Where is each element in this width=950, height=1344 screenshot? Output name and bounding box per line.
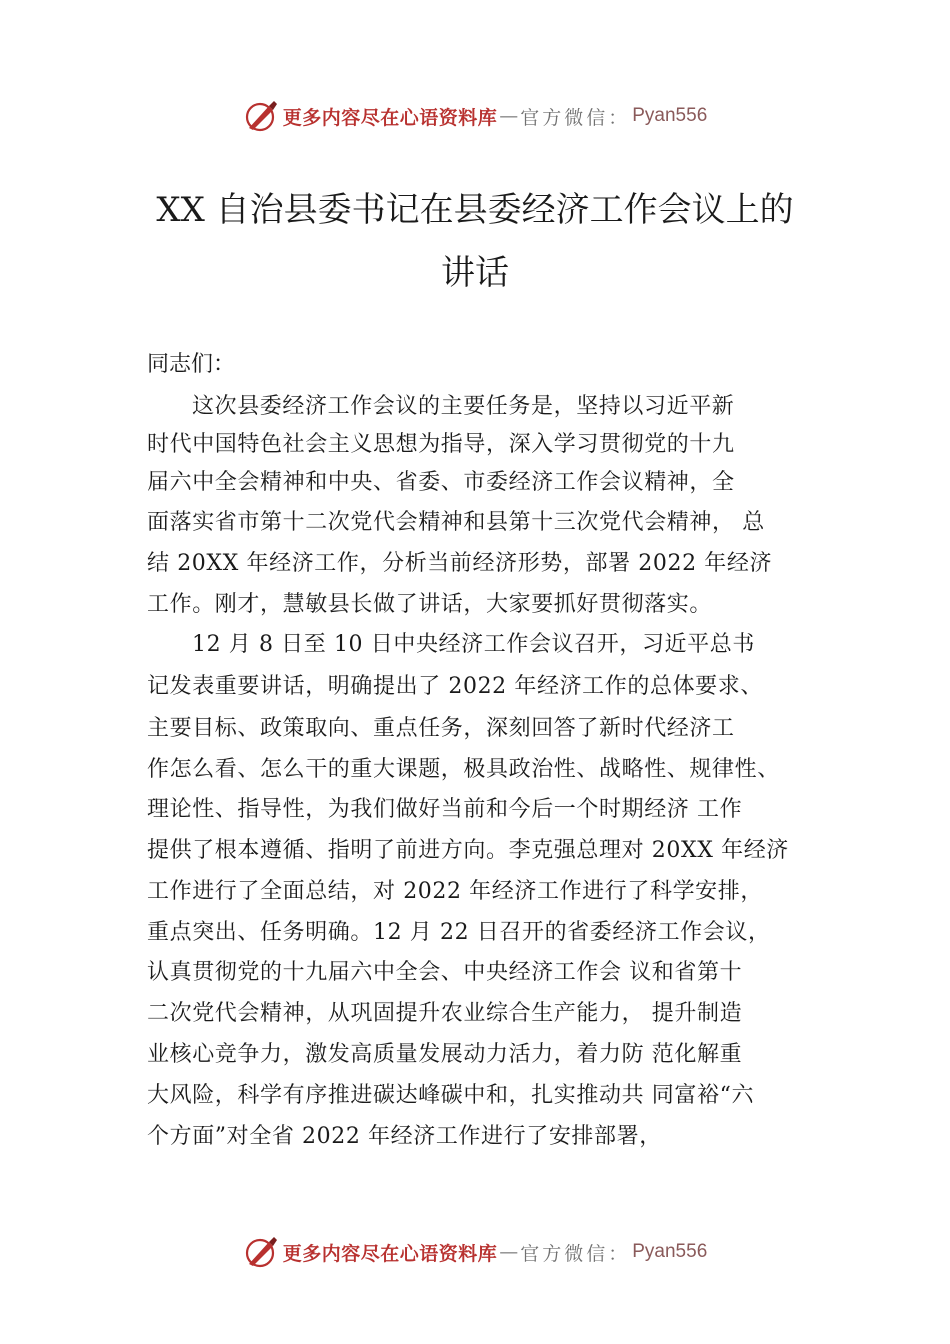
body-line: 主要目标、政策取向、重点任务，深刻回答了新时代经济工 xyxy=(147,716,735,741)
banner-wechat-label: 官方微信： xyxy=(520,1242,631,1265)
footer-watermark-banner xyxy=(0,1232,950,1272)
body-line: 记发表重要讲话，明确提出了 2022 年经济工作的总体要求、 xyxy=(147,674,763,699)
banner-wechat-id: Pyan556 xyxy=(632,105,708,126)
body-line: 理论性、指导性，为我们做好当前和今后一个时期经济 工作 xyxy=(147,797,743,822)
banner-dash: — xyxy=(499,105,519,127)
body-line: 作怎么看、怎么干的重大课题，极具政治性、战略性、规律性、 xyxy=(147,757,780,782)
banner-promo-text: 更多内容尽在心语资料库 xyxy=(282,1242,498,1265)
fountain-pen-logo-icon xyxy=(243,1234,279,1270)
body-line: 个方面”对全省 2022 年经济工作进行了安排部署， xyxy=(147,1124,662,1149)
document-title-line-1: XX 自治县委书记在县委经济工作会议上的 xyxy=(156,190,794,230)
banner-wechat-label: 官方微信： xyxy=(520,106,631,129)
body-line: 时代中国特色社会主义思想为指导，深入学习贯彻党的十九 xyxy=(147,432,735,457)
body-line: 二次党代会精神，从巩固提升农业综合生产能力， 提升制造 xyxy=(147,1001,743,1026)
body-line: 结 20XX 年经济工作，分析当前经济形势，部署 2022 年经济 xyxy=(147,551,773,576)
body-line: 提供了根本遵循、指明了前进方向。李克强总理对 20XX 年经济 xyxy=(147,838,789,863)
body-line: 业核心竞争力，激发高质量发展动力活力，着力防 范化解重 xyxy=(147,1042,743,1067)
body-line: 届六中全会精神和中央、省委、市委经济工作会议精神，全 xyxy=(147,470,735,495)
body-line: 重点突出、任务明确。12 月 22 日召开的省委经济工作会议， xyxy=(147,920,771,945)
body-line: 这次县委经济工作会议的主要任务是，坚持以习近平新 xyxy=(192,394,735,419)
body-line: 认真贯彻党的十九届六中全会、中央经济工作会 议和省第十 xyxy=(147,960,743,985)
header-watermark-banner xyxy=(0,96,950,136)
body-line: 面落实省市第十二次党代会精神和县第十三次党代会精神， 总 xyxy=(147,510,765,535)
body-line: 12 月 8 日至 10 日中央经济工作会议召开，习近平总书 xyxy=(192,632,755,657)
body-line: 大风险，科学有序推进碳达峰碳中和，扎实推动共 同富裕“六 xyxy=(147,1083,755,1108)
body-line: 工作。刚才，慧敏县长做了讲话，大家要抓好贯彻落实。 xyxy=(147,592,713,617)
body-line: 工作进行了全面总结，对 2022 年经济工作进行了科学安排， xyxy=(147,879,763,904)
document-title-line-2: 讲话 xyxy=(441,253,509,293)
fountain-pen-logo-icon xyxy=(243,98,279,134)
banner-promo-text: 更多内容尽在心语资料库 xyxy=(282,106,498,129)
greeting: 同志们： xyxy=(147,352,236,377)
banner-wechat-id: Pyan556 xyxy=(632,1241,708,1262)
banner-dash: — xyxy=(499,1241,519,1263)
